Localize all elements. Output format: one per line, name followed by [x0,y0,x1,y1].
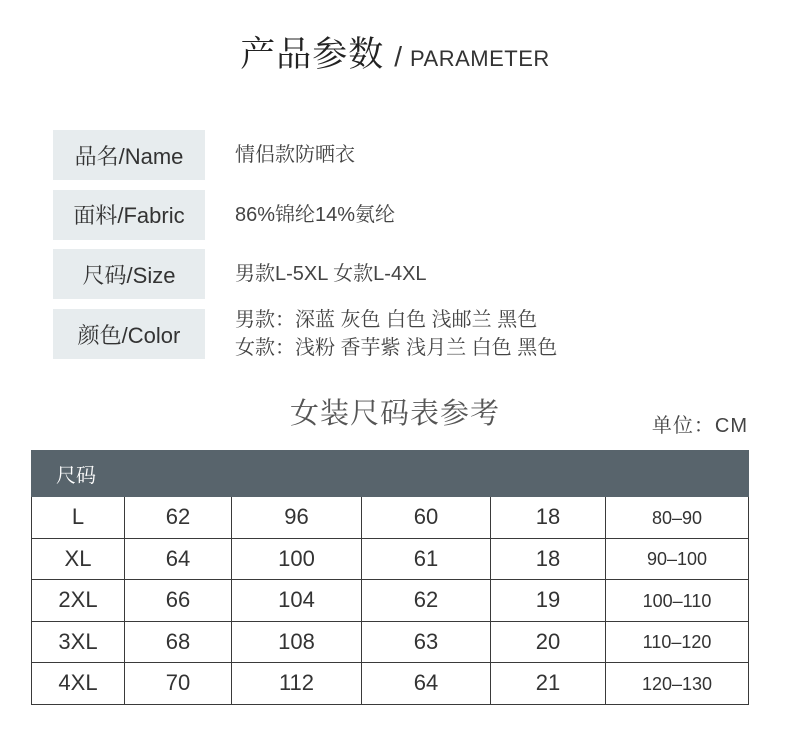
table-cell: 21 [491,663,606,705]
table-cell: 18 [491,497,606,539]
page-title [0,30,790,87]
table-row [32,538,749,580]
param-value-line: 情侣款防晒衣 [235,144,355,166]
size-chart-unit: 单位：CM [651,415,748,437]
table-cell: 96 [232,497,362,539]
param-label: 尺码/Size [53,249,205,299]
title-separator: / [394,41,402,72]
table-cell-size: 2XL [32,580,125,622]
table-row [32,497,749,539]
table-cell-size: 3XL [32,621,125,663]
table-cell: 70 [125,663,232,705]
param-value [235,306,557,362]
param-label: 颜色/Color [53,309,205,359]
table-cell: 62 [362,580,491,622]
param-value [235,201,395,229]
param-row-name [53,130,753,180]
param-label: 面料/Fabric [53,190,205,240]
table-cell: 64 [362,663,491,705]
table-cell-size: XL [32,538,125,580]
param-value-line: 男款L-5XL 女款L-4XL [235,263,427,286]
title-main: 产品参数 [240,35,385,74]
table-cell: 20 [491,621,606,663]
table-cell: 63 [362,621,491,663]
param-row-color [53,309,753,359]
table-cell-size: L [32,497,125,539]
table-cell: 66 [125,580,232,622]
table-cell: 68 [125,621,232,663]
parameter-list [53,130,753,359]
table-cell: 60 [362,497,491,539]
table-cell: 112 [232,663,362,705]
table-cell: 64 [125,538,232,580]
table-row [32,621,749,663]
param-value [235,141,355,169]
table-header-label: 尺码 [32,451,749,497]
param-value [235,260,427,288]
param-row-fabric [53,190,753,240]
table-row [32,663,749,705]
param-value-line: 男款：深蓝 灰色 白色 浅邮兰 黑色 [235,309,538,332]
table-header-row [32,451,749,497]
table-cell: 100 [232,538,362,580]
title-subtitle: PARAMETER [410,46,550,71]
table-cell: 19 [491,580,606,622]
table-cell: 108 [232,621,362,663]
table-cell: 104 [232,580,362,622]
table-cell: 61 [362,538,491,580]
table-cell-range: 100–110 [606,580,749,622]
table-cell-range: 90–100 [606,538,749,580]
size-table [31,450,749,705]
table-cell-size: 4XL [32,663,125,705]
size-chart-title: 女装尺码表参考 [289,398,500,430]
table-cell-range: 120–130 [606,663,749,705]
param-label: 品名/Name [53,130,205,180]
table-row [32,580,749,622]
table-cell: 62 [125,497,232,539]
table-cell-range: 80–90 [606,497,749,539]
table-cell: 18 [491,538,606,580]
param-value-line: 86%锦纶14%氨纶 [235,203,396,226]
param-value-line: 女款：浅粉 香芋紫 浅月兰 白色 黑色 [235,337,558,360]
param-row-size [53,249,753,299]
table-cell-range: 110–120 [606,621,749,663]
